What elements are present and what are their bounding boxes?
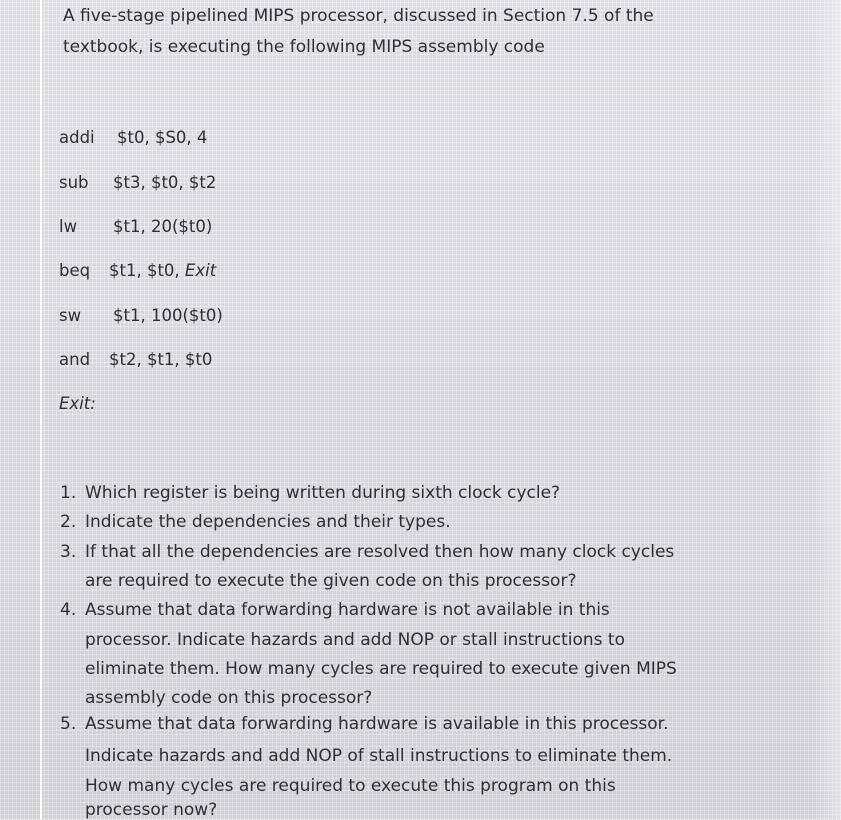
code-operands: $t2, $t1, $t0 [109,350,213,369]
question-text: eliminate them. How many cycles are required to execute given MIPS [85,659,677,679]
question-text: Which register is being written during sixth clock cycle? [85,483,561,503]
question-number: 3. [60,542,77,562]
code-operands: $t0, $S0, 4 [117,128,208,147]
question-text: If that all the dependencies are resolved then how many clock cycles [85,542,675,562]
exit-label: Exit: [59,394,96,413]
intro-line-1: A five-stage pipelined MIPS processor, discussed in Section 7.5 of the [63,6,654,26]
code-opcode: and [59,350,91,369]
code-opcode: beq [59,261,91,280]
code-opcode: addi [59,128,95,147]
margin-line [40,0,42,819]
question-text: Assume that data forwarding hardware is available in this processor. [85,714,669,734]
code-opcode: lw [59,217,78,236]
question-text: processor now? [85,800,218,820]
code-operands: $t1, 20($t0) [113,217,213,236]
question-text: How many cycles are required to execute this program on this [85,776,616,796]
question-text: assembly code on this processor? [85,688,373,708]
question-number: 1. [60,483,77,503]
question-number: 2. [60,512,77,532]
code-branch-label: Exit [184,261,217,280]
page-edge-glare [812,0,841,819]
code-operands: $t1, 100($t0) [113,306,223,325]
question-text: are required to execute the given code on this processor? [85,571,577,591]
code-opcode: sub [59,173,89,192]
question-number: 5. [60,714,77,734]
question-text: processor. Indicate hazards and add NOP or stall instructions to [85,630,625,650]
question-number: 4. [60,600,77,620]
question-text: Assume that data forwarding hardware is not available in this [85,600,610,620]
code-opcode: sw [59,306,82,325]
question-text: Indicate the dependencies and their types. [85,512,451,532]
question-text: Indicate hazards and add NOP of stall instructions to eliminate them. [85,746,673,766]
code-operands [109,261,216,281]
code-operands: $t3, $t0, $t2 [113,173,217,192]
intro-line-2: textbook, is executing the following MIPS assembly code [63,37,545,57]
code-operands-text: $t1, $t0, [109,261,185,280]
